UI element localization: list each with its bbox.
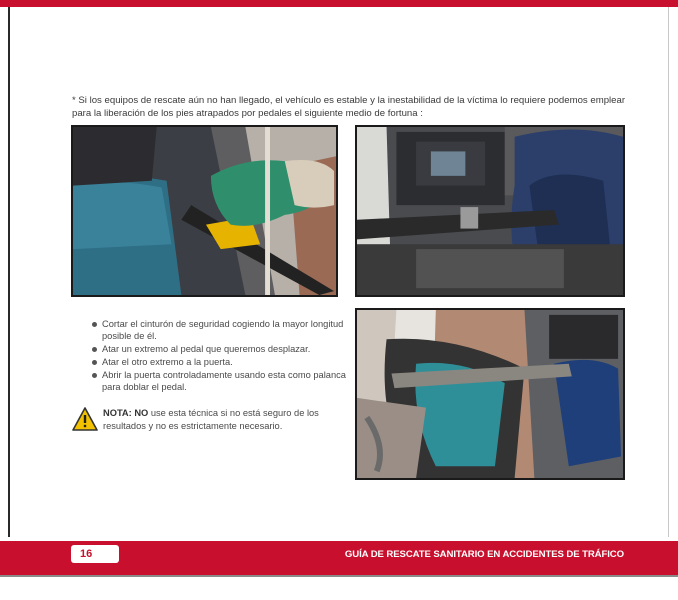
instruction-list [92,318,350,394]
note-label: NOTA: NO [103,408,149,418]
page-number: 16 [71,545,119,563]
list-item: Atar un extremo al pedal que queremos desplazar. [92,343,350,355]
warning-icon [72,407,98,431]
right-margin-rule [668,7,669,537]
list-item: Atar el otro extremo a la puerta. [92,356,350,368]
photo-belt-tied-to-pedal [355,125,625,297]
intro-paragraph: * Si los equipos de rescate aún no han llegado, el vehículo es estable y la inestabilidad de la víctima lo requiere podemos emplear para la liberación de los pies atrapados por pedales el siguiente medio de fortuna : [72,94,626,119]
photo-door-as-lever [355,308,625,480]
bottom-rule [0,575,678,577]
left-margin-rule [8,7,10,537]
note-text [103,407,351,433]
list-item: Cortar el cinturón de seguridad cogiendo la mayor longitud posible de él. [92,318,350,342]
footer-title: GUÍA DE RESCATE SANITARIO EN ACCIDENTES DE TRÁFICO [344,549,624,560]
top-red-band [0,0,678,7]
footer-band [0,541,678,575]
list-item: Abrir la puerta controladamente usando esta como palanca para doblar el pedal. [92,369,350,393]
note-body: use esta técnica si no está seguro de los resultados y no es estrictamente necesario. [103,408,319,431]
photo-cutting-seatbelt [71,125,338,297]
